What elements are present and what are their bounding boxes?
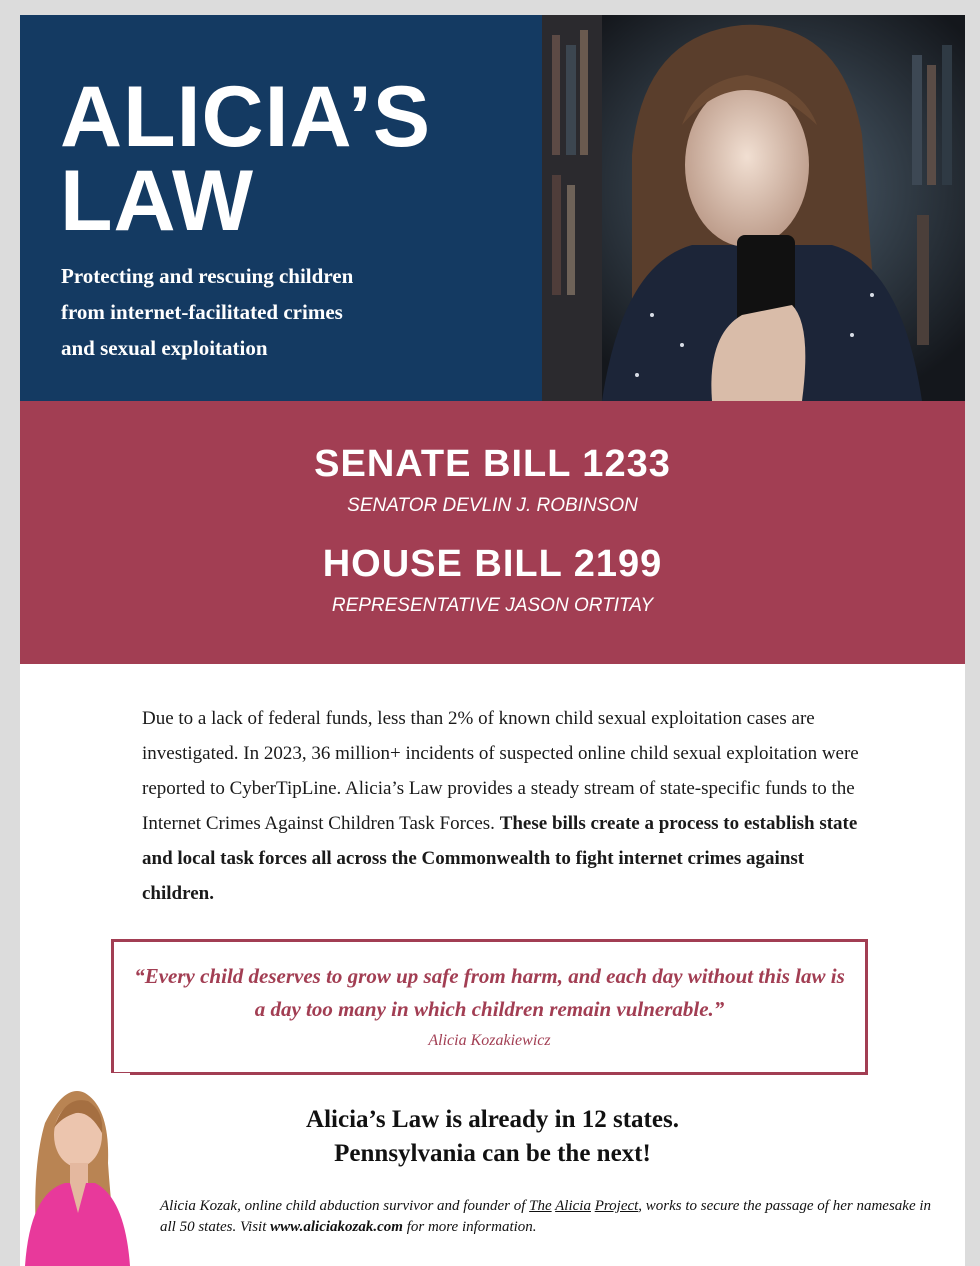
title-line-2: LAW — [60, 153, 255, 249]
senate-sponsor: SENATOR DEVLIN J. ROBINSON — [347, 495, 638, 516]
quote-box — [111, 939, 868, 1075]
subtitle-line-3: and sexual exploitation — [61, 336, 268, 360]
body-paragraph — [142, 701, 862, 911]
footer-link-alicia[interactable]: Alicia — [555, 1198, 591, 1214]
title-line-1: ALICIA’S — [60, 69, 432, 165]
quote-text: “Every child deserves to grow up safe from harm, and each day without this law is a day too many in which children remain vulnerable.” — [134, 964, 845, 1021]
footer-text-middle: , works to secure the passage of her namesake in all 50 states. Visit — [160, 1198, 932, 1235]
subtitle-line-1: Protecting and rescuing children — [61, 264, 354, 288]
flyer-page — [20, 15, 965, 1266]
footer-bio — [160, 1196, 950, 1238]
states-line-1: Alicia’s Law is already in 12 states. — [306, 1106, 679, 1133]
states-message — [220, 1103, 765, 1171]
hero-section — [20, 15, 965, 401]
subtitle — [61, 258, 481, 366]
states-line-2: Pennsylvania can be the next! — [334, 1140, 651, 1167]
house-bill-title: HOUSE BILL 2199 — [322, 543, 663, 585]
footer-website-link[interactable]: www.aliciakozak.com — [270, 1219, 403, 1235]
body-paragraph-text: Due to a lack of federal funds, less than 2% of known child sexual exploitation cases are investigated. In 2023, 36 million+ incidents of suspected online child sexual exploitation were reported to CyberTipLine. Alicia’s Law provides a steady stream of state-specific funds to the Internet Crimes Against Children Task Forces. — [142, 708, 859, 834]
footer-link-the[interactable]: The — [529, 1198, 552, 1214]
body-paragraph-bold: These bills create a process to establish state and local task forces all across the Commonwealth to fight internet crimes against children. — [142, 813, 858, 904]
title-panel — [20, 15, 542, 401]
bills-band — [20, 401, 965, 664]
senate-bill-title: SENATE BILL 1233 — [314, 443, 671, 485]
footer-link-project[interactable]: Project — [594, 1198, 639, 1214]
footer-text-after: for more information. — [402, 1219, 537, 1235]
page-title — [60, 69, 432, 249]
footer-text-before: Alicia Kozak, online child abduction survivor and founder of — [160, 1198, 530, 1214]
quote-author: Alicia Kozakiewicz — [428, 1032, 551, 1049]
alicia-portrait-photo — [20, 1073, 130, 1266]
girl-with-phone-photo — [542, 15, 965, 401]
house-sponsor: REPRESENTATIVE JASON ORTITAY — [331, 595, 654, 616]
subtitle-line-2: from internet-facilitated crimes — [61, 300, 343, 324]
